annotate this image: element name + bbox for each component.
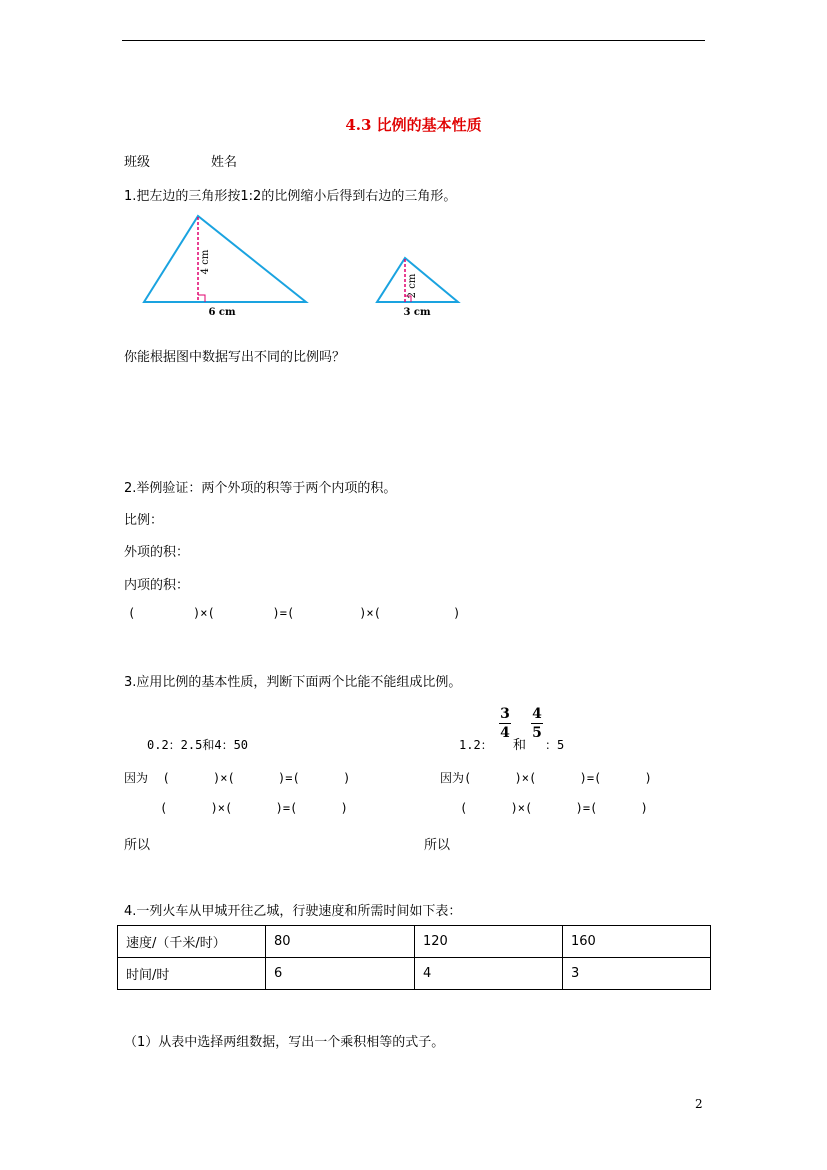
triangles-figure [130, 210, 470, 322]
q1-prompt: 1.把左边的三角形按1:2的比例缩小后得到右边的三角形。 [124, 189, 457, 204]
header-rule [122, 40, 705, 41]
q3-so-left: 所以 [124, 838, 151, 853]
class-label: 班级 [124, 155, 151, 170]
frac2-denominator: 5 [532, 725, 542, 741]
table-cell: 160 [563, 926, 711, 958]
q3-second-right: ( )×( )=( ) [460, 801, 648, 815]
q2-inner-label: 内项的积： [124, 578, 190, 593]
table-row [118, 926, 711, 958]
fraction-three-fourths [499, 706, 511, 741]
table-cell: 120 [415, 926, 563, 958]
q3-left-expr: 0.2：2.5和4：50 [147, 738, 249, 752]
big-right-angle [198, 295, 205, 302]
q2-prompt: 2.举例验证：两个外项的积等于两个内项的积。 [124, 481, 397, 496]
frac2-numerator: 4 [532, 706, 542, 722]
table-cell: 6 [266, 958, 415, 990]
q3-right-suffix: ：5 [545, 738, 565, 752]
big-height-label: 4 cm [200, 249, 211, 275]
q1-question: 你能根据图中数据写出不同的比例吗？ [124, 350, 346, 365]
frac1-numerator: 3 [500, 706, 510, 722]
frac1-bar [499, 723, 511, 724]
q3-second-left: ( )×( )=( ) [160, 801, 348, 815]
speed-time-table [117, 925, 711, 990]
q3-prompt: 3.应用比例的基本性质，判断下面两个比能不能组成比例。 [124, 675, 462, 690]
table-cell: 速度/（千米/时） [118, 926, 266, 958]
name-label: 姓名 [211, 155, 238, 170]
big-base-label: 6 cm [208, 307, 236, 318]
fraction-four-fifths [531, 706, 543, 741]
table-cell: 4 [415, 958, 563, 990]
table-cell: 80 [266, 926, 415, 958]
q4-sub1: （1）从表中选择两组数据，写出一个乘积相等的式子。 [124, 1035, 445, 1050]
big-triangle [144, 216, 306, 302]
small-height-label: 2 cm [407, 273, 418, 299]
table-row [118, 958, 711, 990]
small-base-label: 3 cm [403, 307, 431, 318]
page-title: 4.3 比例的基本性质 [345, 116, 482, 134]
q3-so-right: 所以 [424, 838, 451, 853]
q3-right-prefix: 1.2： [459, 738, 493, 752]
page-number: 2 [695, 1097, 703, 1111]
table-cell: 时间/时 [118, 958, 266, 990]
q2-outer-label: 外项的积： [124, 545, 190, 560]
q3-because-left: 因为 ( )×( )=( ) [124, 771, 351, 785]
frac1-denominator: 4 [500, 725, 510, 741]
q2-ratio-label: 比例： [124, 513, 164, 528]
q3-right-and: 和 [513, 738, 527, 753]
q3-because-right: 因为( )×( )=( ) [440, 771, 652, 785]
q2-blank-line: ( )×( )=( )×( ) [128, 606, 461, 620]
frac2-bar [531, 723, 543, 724]
table-cell: 3 [563, 958, 711, 990]
q4-prompt: 4.一列火车从甲城开往乙城，行驶速度和所需时间如下表： [124, 904, 462, 919]
